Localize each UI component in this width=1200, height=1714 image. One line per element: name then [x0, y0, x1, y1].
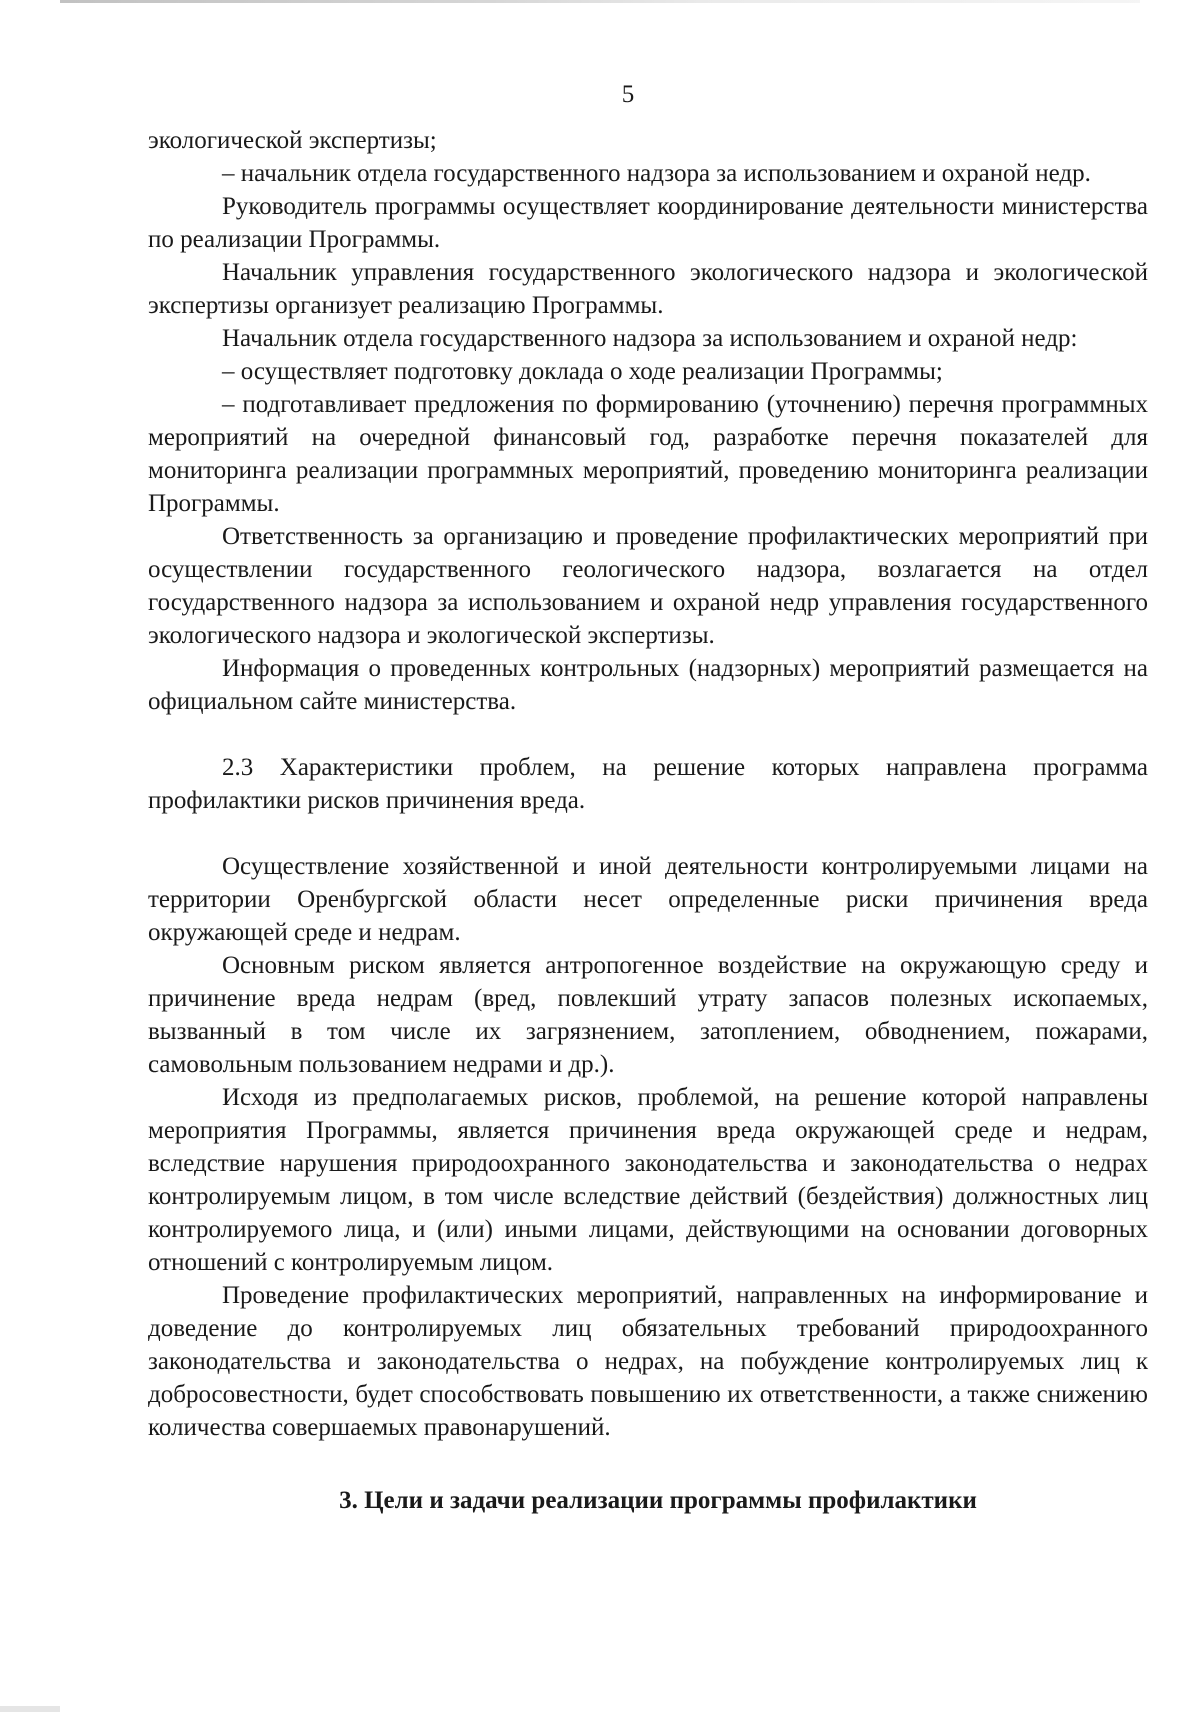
- paragraph: Исходя из предполагаемых рисков, проблемой, на решение которой направлены мероприятия Программы, является причинения вреда окружающей среде и недрам, вследствие нарушения природоохранного законодательства и законодательства о недрах контролируемым лицом, в том числе вследствие действий (бездействия) должностных лиц контролируемого лица, и (или) иными лицами, действующими на основании договорных отношений с контролируемым лицом.: [148, 1084, 1148, 1276]
- paragraph: Руководитель программы осуществляет координирование деятельности министерства по реализации Программы.: [148, 193, 1148, 253]
- paragraph: Проведение профилактических мероприятий, направленных на информирование и доведение до контролируемых лиц обязательных требований природоохранного законодательства и законодательства о недрах, на побуждение контролируемых лиц к добросовестности, будет способствовать повышению их ответственности, а также снижению количества совершаемых правонарушений.: [148, 1282, 1148, 1441]
- paragraph: Информация о проведенных контрольных (надзорных) мероприятий размещается на официальном сайте министерства.: [148, 655, 1148, 715]
- list-item: – осуществляет подготовку доклада о ходе реализации Программы;: [222, 358, 943, 385]
- page-number: [148, 78, 1148, 111]
- paragraph: Начальник отдела государственного надзора за использованием и охраной недр:: [222, 325, 1078, 352]
- scan-edge-top: [60, 0, 1140, 3]
- paragraph: Основным риском является антропогенное воздействие на окружающую среду и причинение вреда недрам (вред, повлекший утрату запасов полезных ископаемых, вызванный в том числе их загрязнением, затоплением, обводнением, пожарами, самовольным пользованием недрами и др.).: [148, 952, 1148, 1078]
- section-heading: 3. Цели и задачи реализации программы профилактики: [339, 1487, 977, 1514]
- paragraph: экологической экспертизы;: [148, 127, 437, 154]
- scan-edge-bottom: [0, 1706, 60, 1712]
- subsection-heading: 2.3 Характеристики проблем, на решение которых направлена программа профилактики рисков причинения вреда.: [148, 754, 1148, 814]
- paragraph: Ответственность за организацию и проведение профилактических мероприятий при осуществлении государственного геологического надзора, возлагается на отдел государственного надзора за использованием и охраной недр управления государственного экологического надзора и экологической экспертизы.: [148, 523, 1148, 649]
- paragraph: Начальник управления государственного экологического надзора и экологической экспертизы организует реализацию Программы.: [148, 259, 1148, 319]
- page-number-text: 5: [621, 81, 635, 108]
- paragraph: Осуществление хозяйственной и иной деятельности контролируемыми лицами на территории Оренбургской области несет определенные риски причинения вреда окружающей среде и недрам.: [148, 853, 1148, 946]
- list-item: – начальник отдела государственного надзора за использованием и охраной недр.: [222, 160, 1091, 187]
- list-item: – подготавливает предложения по формированию (уточнению) перечня программных мероприятий на очередной финансовый год, разработке перечня показателей для мониторинга реализации программных мероприятий, проведению мониторинга реализации Программы.: [148, 391, 1148, 517]
- document-page: [148, 78, 1148, 1517]
